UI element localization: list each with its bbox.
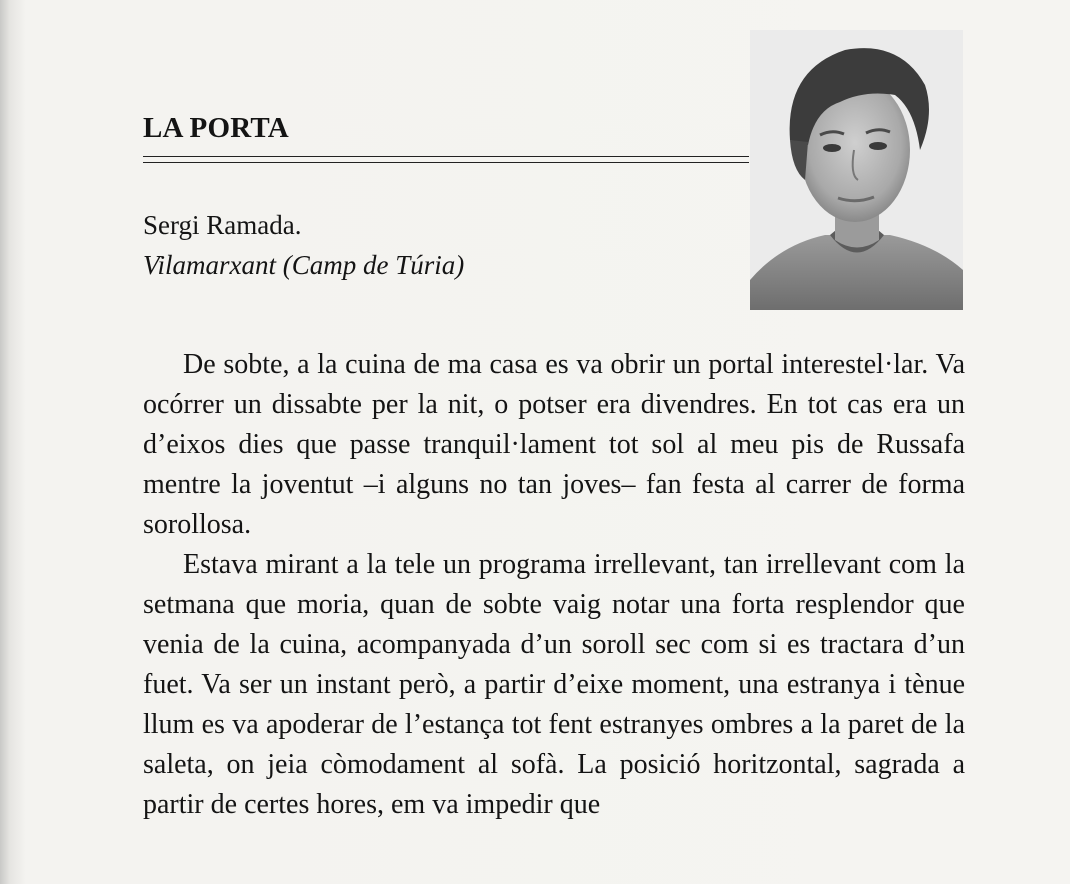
body-paragraph-1: De sobte, a la cuina de ma casa es va obrir un portal interestel·lar. Va ocórrer un dissabte per la nit, o potser era divendres. En tot cas era un d’eixos dies que passe tranquil·lament tot sol al meu pis de Russafa mentre la joventut –i alguns no tan joves– fan festa al carrer de forma sorollosa. (143, 349, 965, 540)
author-location: Vilamarxant (Camp de Túria) (143, 250, 465, 280)
title-double-rule (143, 156, 749, 163)
author-name: Sergi Ramada. (143, 210, 302, 240)
author-portrait-photo (750, 30, 963, 310)
portrait-icon (750, 30, 963, 310)
article-body (143, 345, 965, 825)
body-paragraph-2: Estava mirant a la tele un programa irrellevant, tan irrellevant com la setmana que moria, quan de sobte vaig notar una forta resplendor que venia de la cuina, acompanyada d’un soroll sec com si es tractara d’un fuet. Va ser un instant però, a partir d’eixe moment, una estranya i tènue llum es va apoderar de l’estança tot fent estranyes ombres a la paret de la saleta, on jeia còmodament al sofà. La posició horitzontal, sagrada a partir de certes hores, em va impedir que (143, 549, 965, 820)
article-title: LA PORTA (143, 112, 289, 144)
